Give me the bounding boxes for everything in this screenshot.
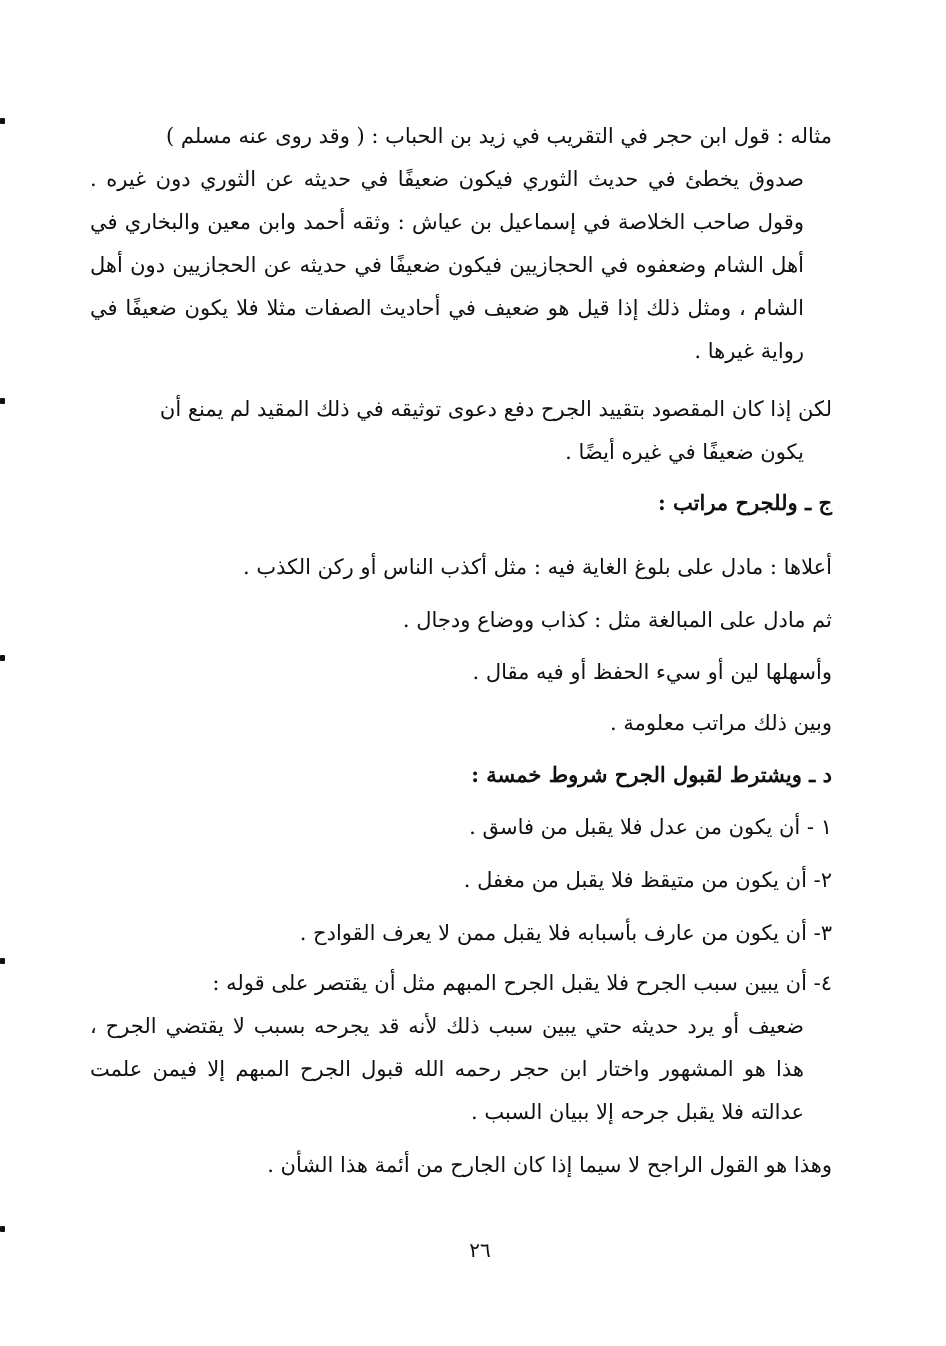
binding-mark (0, 118, 5, 124)
binding-mark (0, 655, 5, 661)
rank-between: وبين ذلك مراتب معلومة . (610, 711, 832, 735)
page-number: ٢٦ (469, 1238, 491, 1262)
rank-lowest: وأسهلها لين أو سيء الحفظ أو فيه مقال . (472, 660, 832, 684)
binding-mark (0, 958, 5, 964)
binding-mark (0, 398, 5, 404)
example-paragraph (90, 115, 832, 373)
condition-3: ٣- أن يكون من عارف بأسبابه فلا يقبل ممن لا يعرف القوادح . (299, 921, 832, 945)
qualification-paragraph (90, 388, 832, 474)
condition-4-first-line: ٤- أن يبين سبب الجرح فلا يقبل الجرح المبهم مثل أن يقتصر على قوله : (212, 971, 832, 995)
example-continuation: صدوق يخطئ في حديث الثوري فيكون ضعيفًا في حديثه عن الثوري دون غيره . وقول صاحب الخلاصة في إسماعيل بن عياش : وثقه أحمد وابن معين والبخاري في أهل الشام وضعفوه في الحجازيين فيكون ضعيفًا في حديثه عن الحجازيين دون أهل الشام ، ومثل ذلك إذا قيل هو ضعيف في أحاديث الصفات مثلا فلا يكون ضعيفًا في رواية غيرها . (90, 167, 804, 363)
closing-statement: وهذا هو القول الراجح لا سيما إذا كان الجارح من أئمة هذا الشأن . (267, 1153, 832, 1177)
condition-4-continuation: ضعيف أو يرد حديثه حتي يبين سبب ذلك لأنه قد يجرحه بسبب لا يقتضي الجرح ، هذا هو المشهور واختار ابن حجر رحمه الله قبول الجرح المبهم إلا فيمن علمت عدالته فلا يقبل جرحه إلا ببيان السبب . (90, 1014, 804, 1124)
example-first-line: مثاله : قول ابن حجر في التقريب في زيد بن الحباب : ( وقد روى عنه مسلم ) (165, 124, 832, 148)
condition-2: ٢- أن يكون من متيقظ فلا يقبل من مغفل . (463, 868, 832, 892)
qualification-continuation: يكون ضعيفًا في غيره أيضًا . (565, 440, 804, 464)
condition-1: ١ - أن يكون من عدل فلا يقبل من فاسق . (469, 815, 832, 839)
qualification-first-line: لكن إذا كان المقصود بتقييد الجرح دفع دعوى توثيقه في ذلك المقيد لم يمنع أن (159, 397, 832, 421)
binding-mark (0, 1226, 5, 1232)
rank-second: ثم مادل على المبالغة مثل : كذاب ووضاع ودجال . (402, 608, 832, 632)
rank-highest: أعلاها : مادل على بلوغ الغاية فيه : مثل أكذب الناس أو ركن الكذب . (242, 555, 832, 579)
section-heading-c: ج ـ وللجرح مراتب : (657, 490, 832, 515)
section-heading-d: د ـ ويشترط لقبول الجرح شروط خمسة : (471, 762, 832, 787)
condition-4 (90, 962, 832, 1134)
